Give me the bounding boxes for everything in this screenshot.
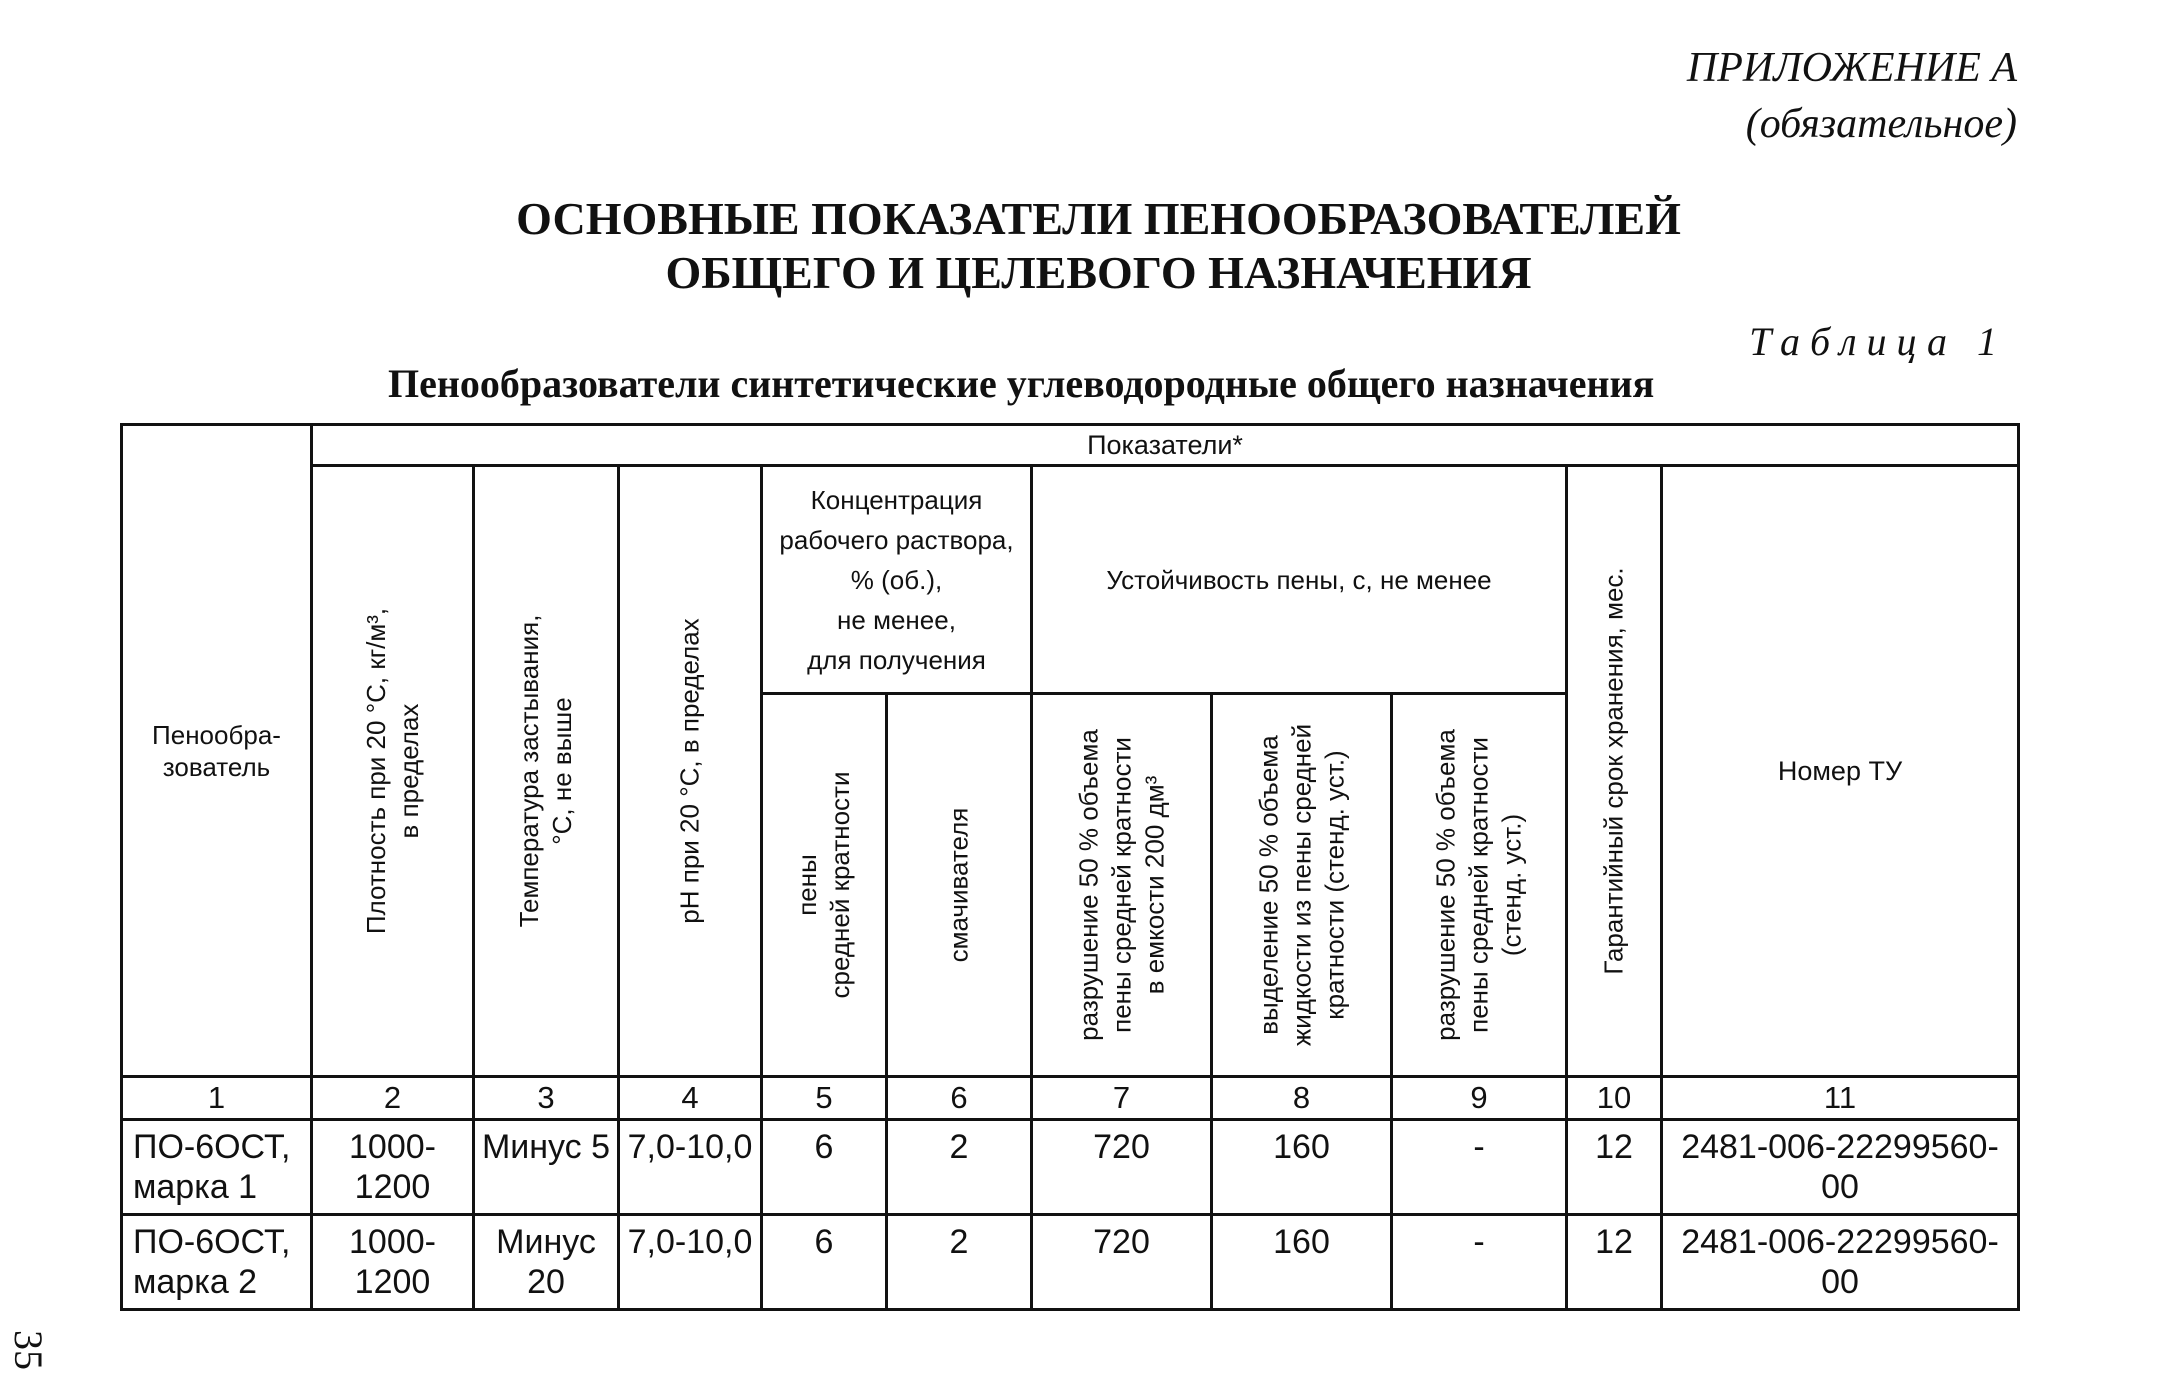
cell-freezing-temp: Минус 5	[474, 1120, 619, 1215]
page-title	[0, 192, 2177, 300]
table-row	[122, 1120, 2019, 1215]
header-destruction-stand: разрушение 50 % объема пены средней кратности (стенд. уст.)	[1392, 694, 1567, 1077]
column-number: 9	[1392, 1077, 1567, 1120]
header-shelf-life: Гарантийный срок хранения, мес.	[1567, 466, 1662, 1077]
column-number: 8	[1212, 1077, 1392, 1120]
indicators-table	[120, 423, 2020, 1311]
appendix-title: ПРИЛОЖЕНИЕ А	[1686, 45, 2017, 91]
column-number: 5	[762, 1077, 887, 1120]
column-number: 10	[1567, 1077, 1662, 1120]
page-number: 35	[6, 1330, 51, 1370]
cell-wetting-concentration: 2	[887, 1215, 1032, 1310]
table-label: Таблица 1	[1749, 319, 2007, 364]
column-number: 4	[619, 1077, 762, 1120]
cell-destruction-200: 720	[1032, 1215, 1212, 1310]
column-number: 7	[1032, 1077, 1212, 1120]
column-number: 6	[887, 1077, 1032, 1120]
page-title-line2: ОБЩЕГО И ЦЕЛЕВОГО НАЗНАЧЕНИЯ	[665, 247, 1532, 298]
cell-tu-number: 2481-006-22299560-00	[1662, 1120, 2019, 1215]
column-number: 2	[312, 1077, 474, 1120]
cell-foam-concentration: 6	[762, 1120, 887, 1215]
header-indicators: Показатели*	[312, 425, 2019, 466]
column-number-row	[122, 1077, 2019, 1120]
cell-liquid-release: 160	[1212, 1120, 1392, 1215]
cell-ph: 7,0-10,0	[619, 1120, 762, 1215]
page-title-line1: ОСНОВНЫЕ ПОКАЗАТЕЛИ ПЕНООБРАЗОВАТЕЛЕЙ	[516, 193, 1681, 244]
column-number: 3	[474, 1077, 619, 1120]
table-caption: Пенообразователи синтетические углеводородные общего назначения	[388, 361, 1655, 406]
appendix-status: (обязательное)	[1745, 101, 2017, 147]
cell-foam-concentration: 6	[762, 1215, 887, 1310]
header-foam-concentration: пены средней кратности	[762, 694, 887, 1077]
cell-shelf-life: 12	[1567, 1215, 1662, 1310]
cell-freezing-temp: Минус 20	[474, 1215, 619, 1310]
cell-destruction-200: 720	[1032, 1120, 1212, 1215]
cell-density: 1000-1200	[312, 1215, 474, 1310]
cell-wetting-concentration: 2	[887, 1120, 1032, 1215]
header-tu-number: Номер ТУ	[1662, 466, 2019, 1077]
cell-foaming-agent: ПО-6ОСТ, марка 2	[122, 1215, 312, 1310]
appendix-heading	[1687, 40, 2017, 152]
header-density: Плотность при 20 °С, кг/м³, в пределах	[312, 466, 474, 1077]
column-number: 1	[122, 1077, 312, 1120]
cell-tu-number: 2481-006-22299560-00	[1662, 1215, 2019, 1310]
cell-foaming-agent: ПО-6ОСТ, марка 1	[122, 1120, 312, 1215]
cell-destruction-stand: -	[1392, 1215, 1567, 1310]
cell-shelf-life: 12	[1567, 1120, 1662, 1215]
cell-density: 1000-1200	[312, 1120, 474, 1215]
table-row	[122, 1215, 2019, 1310]
header-liquid-release: выделение 50 % объема жидкости из пены средней кратности (стенд. уст.)	[1212, 694, 1392, 1077]
header-freezing-temp: Температура застывания, °С, не выше	[474, 466, 619, 1077]
header-ph: pH при 20 °С, в пределах	[619, 466, 762, 1077]
header-foaming-agent: Пенообра- зователь	[122, 425, 312, 1077]
cell-destruction-stand: -	[1392, 1120, 1567, 1215]
header-wetting-concentration: смачивателя	[887, 694, 1032, 1077]
cell-ph: 7,0-10,0	[619, 1215, 762, 1310]
header-concentration: Концентрация рабочего раствора, % (об.), не менее, для получения	[762, 466, 1032, 694]
column-number: 11	[1662, 1077, 2019, 1120]
header-stability: Устойчивость пены, с, не менее	[1032, 466, 1567, 694]
cell-liquid-release: 160	[1212, 1215, 1392, 1310]
header-destruction-200: разрушение 50 % объема пены средней кратности в емкости 200 дм³	[1032, 694, 1212, 1077]
